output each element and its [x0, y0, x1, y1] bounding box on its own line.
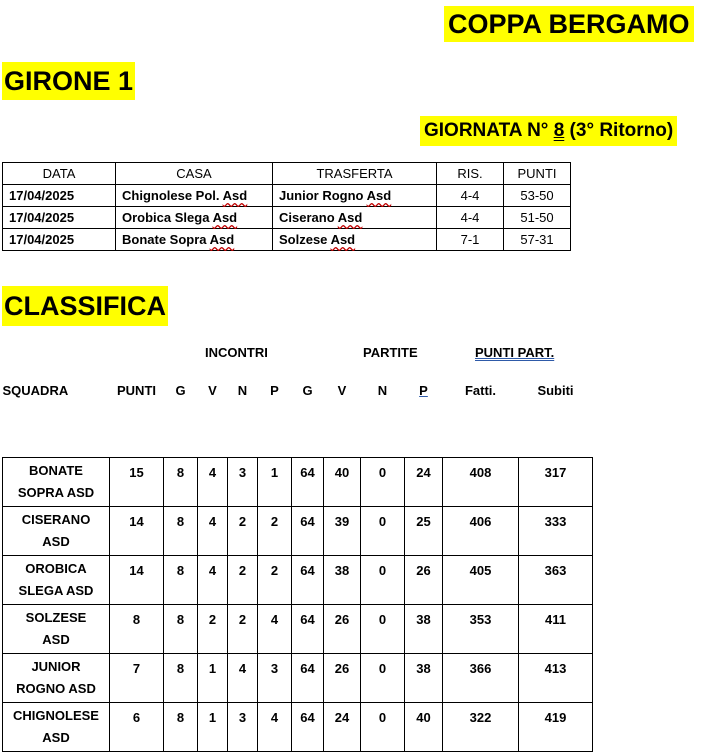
standings-g: 8	[164, 703, 198, 752]
standings-pg: 64	[292, 556, 324, 605]
standings-p: 2	[258, 556, 292, 605]
standings-g: 8	[164, 458, 198, 507]
group-header-partite: PARTITE	[363, 345, 418, 360]
matchday-title	[420, 116, 677, 146]
standings-pg: 64	[292, 458, 324, 507]
standings-g: 8	[164, 605, 198, 654]
standings-punti: 7	[110, 654, 164, 703]
standings-p: 4	[258, 703, 292, 752]
standings-subiti: 419	[519, 703, 593, 752]
standings-row	[3, 605, 593, 654]
standings-team	[3, 556, 110, 605]
standings-subiti: 333	[519, 507, 593, 556]
standings-p: 2	[258, 507, 292, 556]
standings-subiti: 413	[519, 654, 593, 703]
col-v: V	[208, 382, 217, 398]
col-punti: PUNTI	[504, 163, 571, 185]
standings-row	[3, 654, 593, 703]
team-name-line2: ROGNO ASD	[16, 681, 96, 696]
standings-row	[3, 556, 593, 605]
standings-g: 8	[164, 556, 198, 605]
result-date: 17/04/2025	[3, 207, 116, 229]
standings-fatti: 405	[443, 556, 519, 605]
standings-punti: 6	[110, 703, 164, 752]
standings-pv: 26	[324, 654, 361, 703]
standings-pn: 0	[361, 654, 405, 703]
matchday-prefix: GIORNATA N°	[424, 120, 549, 141]
standings-pv: 39	[324, 507, 361, 556]
result-date: 17/04/2025	[3, 229, 116, 251]
team-name-line2: ASD	[42, 632, 70, 647]
standings-n: 2	[228, 605, 258, 654]
standings-subiti: 363	[519, 556, 593, 605]
standings-pv: 26	[324, 605, 361, 654]
team-name-line1: JUNIOR	[31, 659, 81, 674]
matchday-suffix: (3° Ritorno)	[569, 120, 674, 141]
result-away	[273, 185, 437, 207]
result-home	[116, 229, 273, 251]
standings-pn: 0	[361, 556, 405, 605]
standings-pp: 38	[405, 605, 443, 654]
group-header-punti-part: PUNTI PART.	[475, 345, 555, 360]
col-subiti: Subiti	[537, 382, 574, 398]
standings-n: 2	[228, 556, 258, 605]
standings-fatti: 353	[443, 605, 519, 654]
standings-pg: 64	[292, 605, 324, 654]
col-p: P	[270, 382, 279, 398]
home-team-name: Chignolese Pol.	[122, 188, 220, 203]
col-partite-v: V	[337, 382, 347, 398]
team-name-line2: ASD	[42, 534, 70, 549]
standings-v: 1	[198, 654, 228, 703]
home-team-suffix: Asd	[209, 232, 235, 247]
team-name-line1: BONATE	[29, 463, 83, 478]
team-name-line1: CISERANO	[21, 512, 91, 527]
standings-team	[3, 703, 110, 752]
standings-pn: 0	[361, 458, 405, 507]
standings-pg: 64	[292, 703, 324, 752]
standings-header-row	[3, 413, 593, 458]
result-points: 53-50	[504, 185, 571, 207]
col-punti: PUNTI	[117, 382, 156, 398]
standings-pv: 40	[324, 458, 361, 507]
col-trasferta: TRASFERTA	[273, 163, 437, 185]
standings-g: 8	[164, 507, 198, 556]
home-team-suffix: Asd	[222, 188, 248, 203]
team-name-line2: ASD	[42, 730, 70, 745]
col-partite-p: P	[419, 382, 428, 398]
team-name-line1: SOLZESE	[25, 610, 87, 625]
result-row	[3, 185, 571, 207]
standings-table	[2, 382, 593, 752]
home-team-suffix: Asd	[212, 210, 238, 225]
standings-pv: 24	[324, 703, 361, 752]
standings-punti: 8	[110, 605, 164, 654]
standings-v: 4	[198, 458, 228, 507]
standings-row	[3, 703, 593, 752]
col-n: N	[237, 382, 248, 398]
results-header-row	[3, 163, 571, 185]
standings-row	[3, 507, 593, 556]
standings-v: 1	[198, 703, 228, 752]
standings-fatti: 322	[443, 703, 519, 752]
standings-pg: 64	[292, 654, 324, 703]
standings-punti: 15	[110, 458, 164, 507]
standings-fatti: 366	[443, 654, 519, 703]
col-squadra: SQUADRA	[2, 382, 69, 398]
standings-pp: 24	[405, 458, 443, 507]
away-team-name: Solzese	[279, 232, 328, 247]
standings-p: 4	[258, 605, 292, 654]
standings-fatti: 406	[443, 507, 519, 556]
group-title: GIRONE 1	[2, 62, 135, 100]
col-g: G	[175, 382, 186, 398]
team-name-line2: SLEGA ASD	[18, 583, 94, 598]
standings-n: 3	[228, 458, 258, 507]
result-home	[116, 207, 273, 229]
home-team-name: Orobica Slega	[122, 210, 210, 225]
home-team-name: Bonate Sopra	[122, 232, 207, 247]
standings-n: 2	[228, 507, 258, 556]
matchday-number: 8	[553, 120, 565, 141]
standings-pp: 38	[405, 654, 443, 703]
standings-pp: 26	[405, 556, 443, 605]
standings-n: 3	[228, 703, 258, 752]
standings-fatti: 408	[443, 458, 519, 507]
result-home	[116, 185, 273, 207]
standings-p: 3	[258, 654, 292, 703]
away-team-suffix: Asd	[366, 188, 392, 203]
standings-pg: 64	[292, 507, 324, 556]
standings-pn: 0	[361, 703, 405, 752]
team-name-line2: SOPRA ASD	[17, 485, 95, 500]
standings-p: 1	[258, 458, 292, 507]
team-name-line1: OROBICA	[25, 561, 87, 576]
standings-pp: 25	[405, 507, 443, 556]
result-row	[3, 207, 571, 229]
group-header-incontri: INCONTRI	[205, 345, 268, 360]
standings-v: 4	[198, 556, 228, 605]
standings-v: 2	[198, 605, 228, 654]
standings-v: 4	[198, 507, 228, 556]
result-date: 17/04/2025	[3, 185, 116, 207]
standings-row	[3, 458, 593, 507]
results-table	[2, 162, 571, 251]
standings-subiti: 411	[519, 605, 593, 654]
col-casa: CASA	[116, 163, 273, 185]
team-name-line1: CHIGNOLESE	[13, 708, 99, 723]
result-points: 57-31	[504, 229, 571, 251]
away-team-suffix: Asd	[330, 232, 356, 247]
standings-team	[3, 507, 110, 556]
result-score: 4-4	[437, 185, 504, 207]
standings-pn: 0	[361, 605, 405, 654]
standings-team	[3, 605, 110, 654]
standings-pn: 0	[361, 507, 405, 556]
result-away	[273, 207, 437, 229]
col-partite-n: N	[377, 382, 388, 398]
standings-punti: 14	[110, 507, 164, 556]
result-row	[3, 229, 571, 251]
standings-n: 4	[228, 654, 258, 703]
col-fatti: Fatti.	[464, 382, 497, 398]
standings-g: 8	[164, 654, 198, 703]
competition-title: COPPA BERGAMO	[444, 6, 694, 42]
away-team-name: Junior Rogno	[279, 188, 364, 203]
standings-punti: 14	[110, 556, 164, 605]
result-score: 7-1	[437, 229, 504, 251]
standings-team	[3, 654, 110, 703]
col-data: DATA	[3, 163, 116, 185]
standings-pv: 38	[324, 556, 361, 605]
col-partite-g: G	[302, 382, 313, 398]
standings-team	[3, 458, 110, 507]
col-ris: RIS.	[437, 163, 504, 185]
away-team-name: Ciserano	[279, 210, 335, 225]
result-points: 51-50	[504, 207, 571, 229]
result-away	[273, 229, 437, 251]
standings-subiti: 317	[519, 458, 593, 507]
result-score: 4-4	[437, 207, 504, 229]
standings-pp: 40	[405, 703, 443, 752]
away-team-suffix: Asd	[337, 210, 363, 225]
standings-title: CLASSIFICA	[2, 286, 168, 326]
